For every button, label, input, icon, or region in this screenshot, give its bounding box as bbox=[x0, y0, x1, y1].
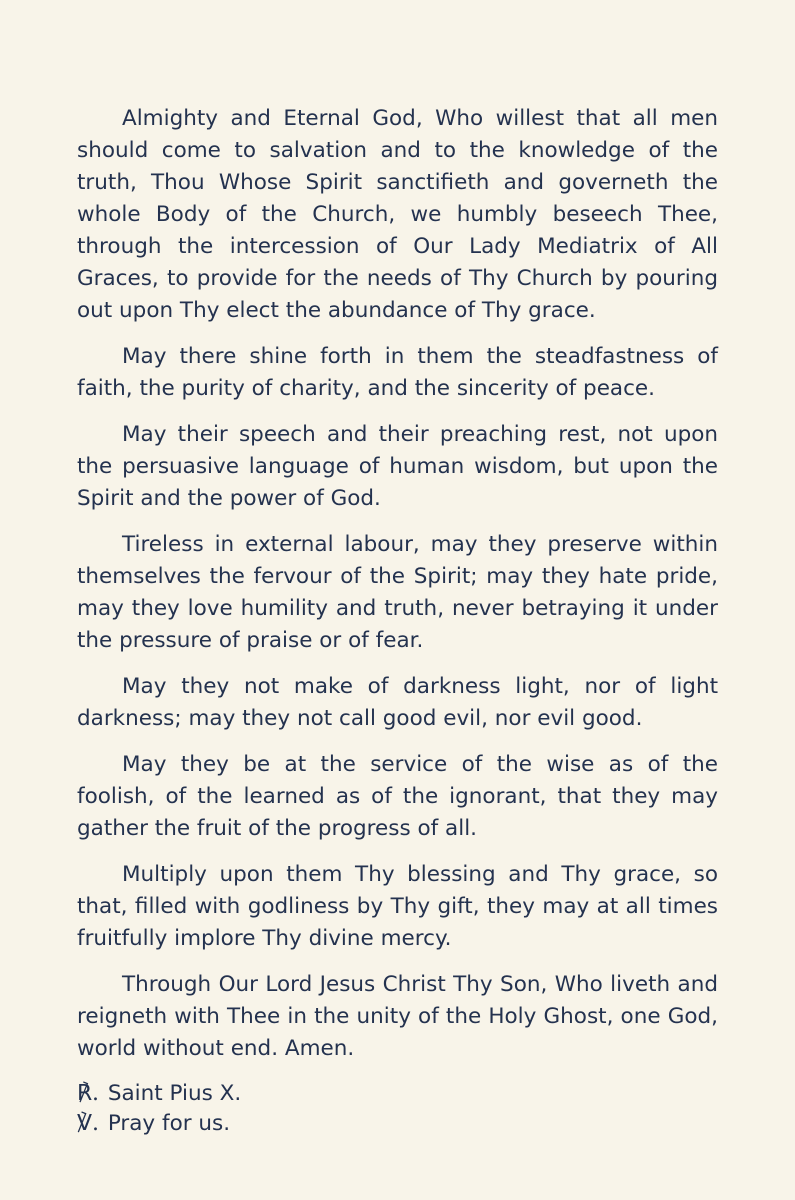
prayer-paragraph: May they be at the service of the wise as of the foolish, of the learned as of the ignorant, that they may gather the fruit of the progress of all. bbox=[77, 752, 718, 841]
response-text: Saint Pius X. bbox=[101, 1081, 242, 1106]
prayer-paragraph: May their speech and their preaching rest, not upon the persuasive language of human wisdom, but upon the Spirit and the power of God. bbox=[77, 422, 718, 511]
prayer-paragraph: May they not make of darkness light, nor of light darkness; may they not call good evil, nor evil good. bbox=[77, 674, 718, 731]
prayer-paragraph: Through Our Lord Jesus Christ Thy Son, Who liveth and reigneth with Thee in the unity of the Holy Ghost, one God, world without end. Amen. bbox=[77, 972, 718, 1061]
versicle-symbol: ℣. bbox=[77, 1111, 100, 1136]
versicle-line bbox=[77, 1109, 718, 1139]
prayer-paragraph: May there shine forth in them the steadfastness of faith, the purity of charity, and the sincerity of peace. bbox=[77, 344, 718, 401]
versicle-block bbox=[77, 1079, 718, 1139]
versicle-text: Pray for us. bbox=[101, 1111, 231, 1136]
prayer-page bbox=[77, 103, 718, 1139]
response-line bbox=[77, 1079, 718, 1109]
prayer-paragraph: Tireless in external labour, may they preserve within themselves the fervour of the Spirit; may they hate pride, may they love humility and truth, never betraying it under the pressure of praise or of fear. bbox=[77, 532, 718, 653]
response-symbol: ℟. bbox=[77, 1081, 100, 1106]
prayer-paragraph: Almighty and Eternal God, Who willest that all men should come to salvation and to the knowledge of the truth, Thou Whose Spirit sanctifieth and governeth the whole Body of the Church, we humbly beseech Thee, through the intercession of Our Lady Mediatrix of All Graces, to provide for the needs of Thy Church by pouring out upon Thy elect the abundance of Thy grace. bbox=[77, 106, 718, 323]
prayer-paragraph: Multiply upon them Thy blessing and Thy grace, so that, filled with godliness by Thy gift, they may at all times fruitfully implore Thy divine mercy. bbox=[77, 862, 718, 951]
